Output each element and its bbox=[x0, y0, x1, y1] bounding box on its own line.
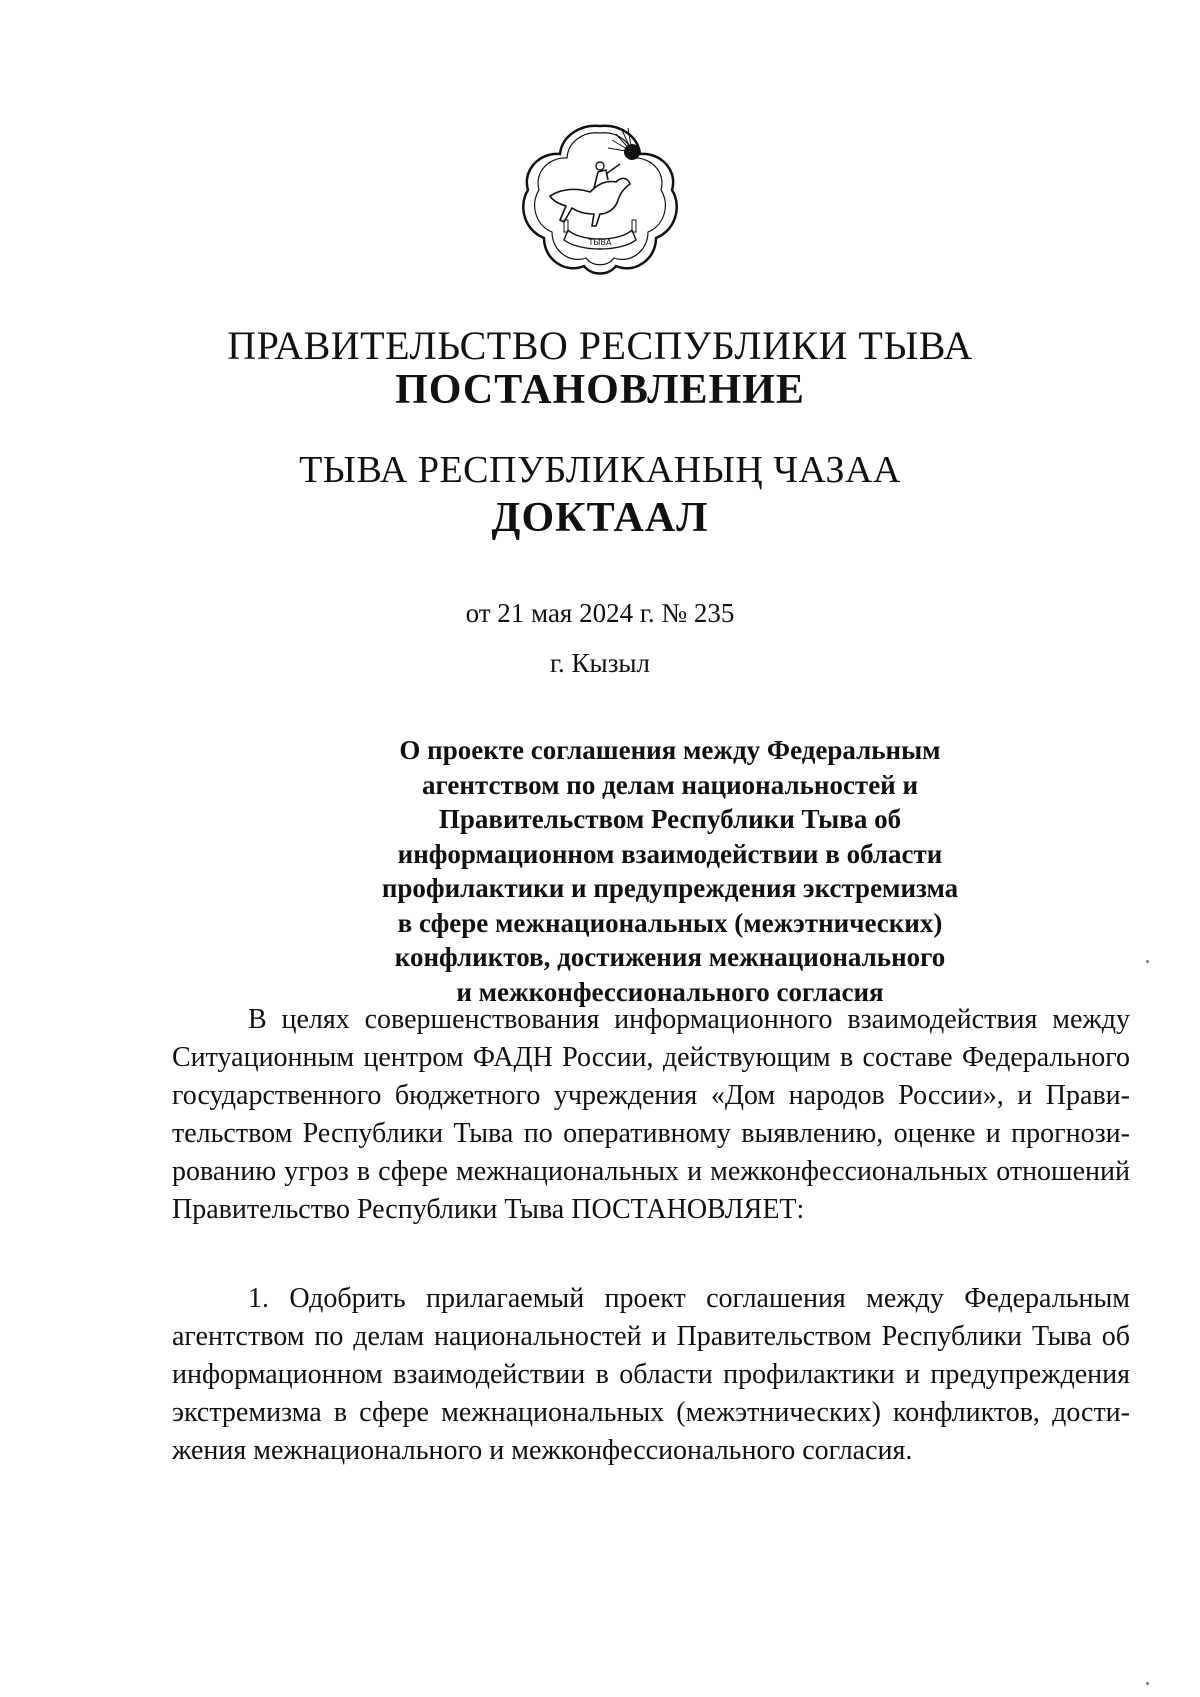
tuva-coat-of-arms-icon bbox=[520, 118, 680, 278]
subject-line: Правительством Республики Тыва об bbox=[438, 804, 902, 834]
subject-line: агентством по делам национальностей и bbox=[421, 769, 919, 800]
subject-line: О проекте соглашения между Федеральным bbox=[399, 735, 941, 765]
paragraph-line: государственного бюджетного учреждения «Дом народов России», и Прави- bbox=[172, 1080, 1130, 1111]
scan-artifact bbox=[1146, 1682, 1149, 1685]
paragraph-line: агентством по делам национальностей и Правительством Республики Тыва об bbox=[172, 1321, 1130, 1352]
org-name-tv: ТЫВА РЕСПУБЛИКАНЫҢ ЧАЗАА bbox=[299, 449, 901, 491]
doc-type-tv: ДОКТААЛ bbox=[491, 495, 709, 541]
subject-line: и межконфессионального согласия bbox=[456, 976, 884, 1007]
paragraph-line: тельством Республики Тыва по оперативному выявлению, оценке и прогнози- bbox=[172, 1118, 1130, 1149]
paragraph-line: информационном взаимодействии в области профилактики и предупреждения bbox=[172, 1359, 1130, 1390]
preamble-paragraph bbox=[172, 1001, 1130, 1229]
paragraph-line: В целях совершенствования информационного взаимодействия между bbox=[248, 1004, 1130, 1035]
document-subject bbox=[330, 733, 1010, 1009]
item-1-paragraph bbox=[172, 1280, 1130, 1470]
org-name-ru: ПРАВИТЕЛЬСТВО РЕСПУБЛИКИ ТЫВА bbox=[227, 323, 973, 368]
paragraph-line: экстремизма в сфере межнациональных (межэтнических) конфликтов, дости- bbox=[172, 1397, 1130, 1428]
scan-artifact bbox=[1146, 960, 1149, 963]
date-and-number: от 21 мая 2024 г. № 235 bbox=[465, 598, 735, 628]
paragraph-line: рованию угроз в сфере межнациональных и межконфессиональных отношений bbox=[172, 1156, 1130, 1187]
doc-type-ru: ПОСТАНОВЛЕНИЕ bbox=[395, 367, 805, 413]
paragraph-line: 1. Одобрить прилагаемый проект соглашения между Федеральным bbox=[248, 1283, 1130, 1314]
subject-line: конфликтов, достижения межнационального bbox=[394, 942, 946, 972]
subject-line: информационном взаимодействии в области bbox=[397, 838, 943, 869]
subject-line: профилактики и предупреждения экстремизма bbox=[381, 873, 959, 903]
emblem-ribbon-text: ТЫВА bbox=[588, 238, 612, 247]
paragraph-line: Ситуационным центром ФАДН России, действующим в составе Федерального bbox=[172, 1042, 1130, 1073]
subject-line: в сфере межнациональных (межэтнических) bbox=[397, 907, 943, 938]
paragraph-line: жения межнационального и межконфессионального согласия. bbox=[172, 1435, 913, 1466]
city: г. Кызыл bbox=[550, 648, 650, 678]
paragraph-line: Правительство Республики Тыва ПОСТАНОВЛЯЕТ: bbox=[172, 1194, 805, 1225]
